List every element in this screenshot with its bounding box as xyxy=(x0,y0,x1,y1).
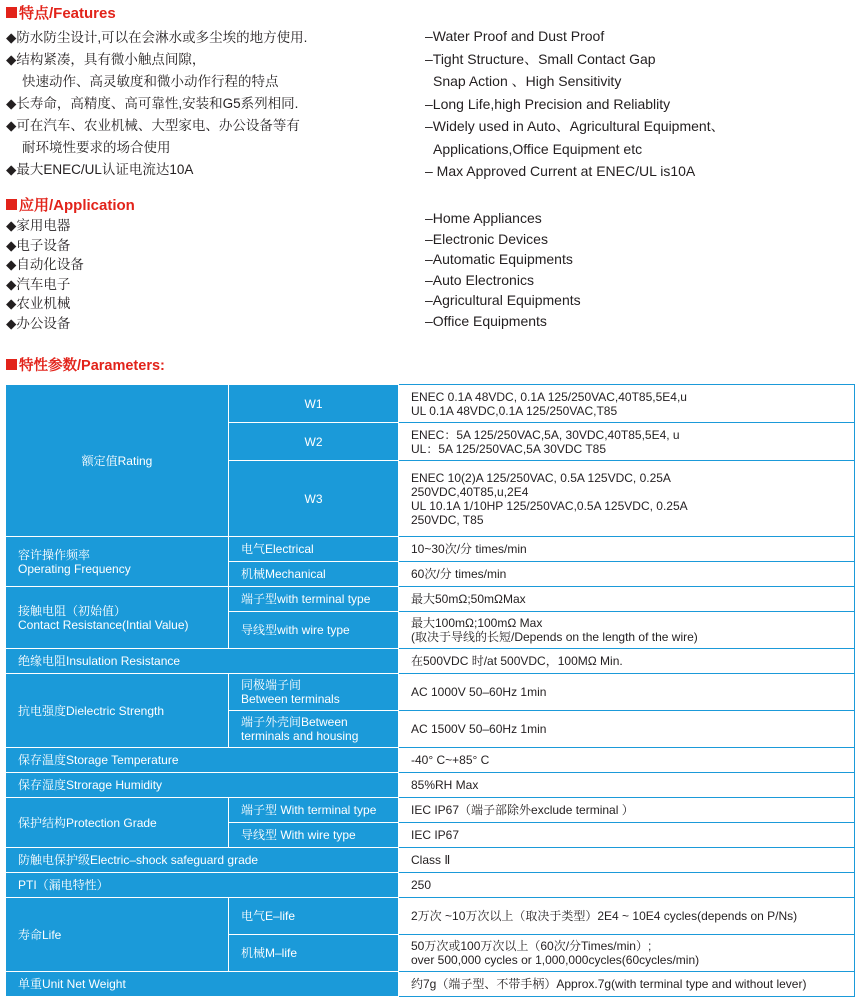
list-item: –Office Equipments xyxy=(425,312,547,329)
shock-label: 防触电保护级Electric–shock safeguard grade xyxy=(6,848,399,873)
list-item: Applications,Office Equipment etc xyxy=(433,140,643,157)
list-item: –Water Proof and Dust Proof xyxy=(425,28,605,44)
table-row xyxy=(6,748,855,773)
dielectric-housing-label: 端子外壳间Between terminals and housing xyxy=(229,711,399,748)
life-label: 寿命Life xyxy=(6,898,229,972)
protection-wire-label: 导线型 With wire type xyxy=(229,823,399,848)
protection-terminal-label: 端子型 With terminal type xyxy=(229,798,399,823)
table-row xyxy=(6,898,855,935)
application-cn-list xyxy=(6,216,84,334)
w2-label: W2 xyxy=(229,423,399,461)
application-title: 应用/Application xyxy=(6,197,135,215)
table-row xyxy=(6,972,855,997)
list-item: ◆可在汽车、农业机械、大型家电、办公设备等有 xyxy=(6,118,300,133)
pti-value: 250 xyxy=(399,873,855,898)
storage-temp-value: -40° C~+85° C xyxy=(399,748,855,773)
w1-label: W1 xyxy=(229,385,399,423)
protection-label: 保护结构Protection Grade xyxy=(6,798,229,848)
list-item: ◆汽车电子 xyxy=(6,276,71,292)
life-electrical-label: 电气E–life xyxy=(229,898,399,935)
dielectric-housing-value: AC 1500V 50–60Hz 1min xyxy=(399,711,855,748)
dielectric-same-value: AC 1000V 50–60Hz 1min xyxy=(399,674,855,711)
list-item: ◆自动化设备 xyxy=(6,257,84,273)
table-row xyxy=(6,587,855,612)
list-item: ◆最大ENEC/UL认证电流达10A xyxy=(6,162,194,177)
list-item: ◆防水防尘设计,可以在会淋水或多尘埃的地方使用. xyxy=(6,30,308,45)
op-freq-electrical-label: 电气Electrical xyxy=(229,537,399,562)
list-item: ◆办公设备 xyxy=(6,315,71,331)
features-title: 特点/Features xyxy=(6,5,116,23)
red-square-icon xyxy=(6,7,17,18)
pti-label: PTI（漏电特性） xyxy=(6,873,399,898)
table-row xyxy=(6,848,855,873)
list-item: –Electronic Devices xyxy=(425,230,548,247)
red-square-icon xyxy=(6,199,17,210)
rating-label: 额定值Rating xyxy=(6,385,229,537)
life-electrical-value: 2万次 ~10万次以上（取决于类型）2E4 ~ 10E4 cycles(depends on P/Ns) xyxy=(399,898,855,935)
contact-res-wire-label: 导线型with wire type xyxy=(229,612,399,649)
life-mechanical-label: 机械M–life xyxy=(229,935,399,972)
life-mechanical-value: 50万次或100万次以上（60次/分Times/min）; over 500,000 cycles or 1,000,000cycles(60cycles/min) xyxy=(399,935,855,972)
list-item: –Widely used in Auto、Agricultural Equipment、 xyxy=(425,118,725,134)
list-item: ◆家用电器 xyxy=(6,218,71,233)
dielectric-same-label: 同极端子间 Between terminals xyxy=(229,674,399,711)
list-item: ◆结构紧凑，具有微小触点间隙， xyxy=(6,52,206,67)
table-row xyxy=(6,873,855,898)
table-row xyxy=(6,674,855,711)
weight-value: 约7g（端子型、不带手柄）Approx.7g(with terminal type and without lever) xyxy=(399,972,855,997)
storage-hum-value: 85%RH Max xyxy=(399,773,855,798)
list-item: – Max Approved Current at ENEC/UL is10A xyxy=(425,163,696,179)
dielectric-label: 抗电强度Dielectric Strength xyxy=(6,674,229,748)
list-item: –Automatic Equipments xyxy=(425,251,573,267)
list-item: 快速动作、高灵敏度和微小动作行程的特点 xyxy=(22,74,279,89)
features-cn-list xyxy=(6,27,307,181)
shock-value: Class Ⅱ xyxy=(399,848,855,873)
parameters-title: 特性参数/Parameters: xyxy=(6,357,165,375)
table-row xyxy=(6,385,855,423)
red-square-icon xyxy=(6,359,17,370)
insulation-label: 绝缘电阻Insulation Resistance xyxy=(6,649,399,674)
table-row xyxy=(6,773,855,798)
protection-terminal-value: IEC IP67（端子部除外exclude terminal ） xyxy=(399,798,855,823)
contact-res-terminal-value: 最大50mΩ;50mΩMax xyxy=(399,587,855,612)
table-row xyxy=(6,798,855,823)
op-freq-mechanical-label: 机械Mechanical xyxy=(229,562,399,587)
storage-temp-label: 保存温度Storage Temperature xyxy=(6,748,399,773)
table-row xyxy=(6,649,855,674)
op-freq-label: 容许操作频率 Operating Frequency xyxy=(6,537,229,587)
list-item: ◆电子设备 xyxy=(6,237,71,253)
list-item: –Tight Structure、Small Contact Gap xyxy=(425,50,656,67)
contact-res-label: 接触电阻（初始值） Contact Resistance(Intial Value) xyxy=(6,587,229,649)
features-en-list xyxy=(425,25,725,183)
storage-hum-label: 保存湿度Strorage Humidity xyxy=(6,773,399,798)
w3-value: ENEC 10(2)A 125/250VAC, 0.5A 125VDC, 0.25A 250VDC,40T85,u,2E4 UL 10.1A 1/10HP 125/250VAC,0.5A 125VDC, 0.25A 250VDC, T85 xyxy=(399,461,855,537)
list-item: ◆农业机械 xyxy=(6,296,71,312)
w2-value: ENEC：5A 125/250VAC,5A, 30VDC,40T85,5E4, u UL：5A 125/250VAC,5A 30VDC T85 xyxy=(399,423,855,461)
w1-value: ENEC 0.1A 48VDC, 0.1A 125/250VAC,40T85,5E4,u UL 0.1A 48VDC,0.1A 125/250VAC,T85 xyxy=(399,385,855,423)
list-item: –Home Appliances xyxy=(425,210,542,226)
contact-res-terminal-label: 端子型with terminal type xyxy=(229,587,399,612)
list-item: Snap Action 、High Sensitivity xyxy=(433,73,622,89)
w3-label: W3 xyxy=(229,461,399,537)
parameters-table xyxy=(5,384,855,997)
contact-res-wire-value: 最大100mΩ;100mΩ Max (取决于导线的长短/Depends on the length of the wire) xyxy=(399,612,855,649)
list-item: ◆长寿命，高精度、高可靠性,安装和G5系列相同. xyxy=(6,96,299,111)
list-item: –Agricultural Equipments xyxy=(425,292,581,308)
weight-label: 单重Unit Net Weight xyxy=(6,972,399,997)
protection-wire-value: IEC IP67 xyxy=(399,823,855,848)
list-item: –Long Life,high Precision and Reliablity xyxy=(425,95,671,112)
insulation-value: 在500VDC 时/at 500VDC，100MΩ Min. xyxy=(399,649,855,674)
list-item: –Auto Electronics xyxy=(425,271,534,288)
table-row xyxy=(6,537,855,562)
application-en-list xyxy=(425,208,581,331)
list-item: 耐环境性要求的场合使用 xyxy=(22,140,171,155)
op-freq-mechanical-value: 60次/分 times/min xyxy=(399,562,855,587)
op-freq-electrical-value: 10~30次/分 times/min xyxy=(399,537,855,562)
